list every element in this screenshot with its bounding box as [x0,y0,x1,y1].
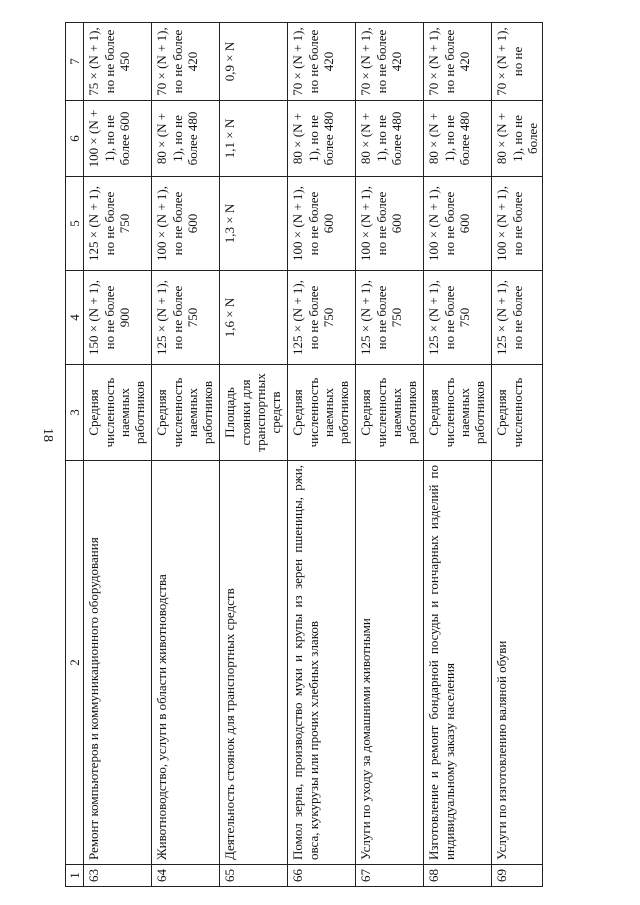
value-cell: 70 × (N + 1), но не [492,23,543,101]
indicator-cell: Средняя численность наемных работников [84,365,152,461]
rotated-table-wrapper [65,23,567,887]
value-cell: 80 × (N + 1), но не более 480 [288,101,356,177]
value-cell: 80 × (N + 1), но не более 480 [152,101,220,177]
value-cell: 125 × (N + 1), но не более 750 [152,271,220,365]
value-cell: 1,6 × N [220,271,288,365]
indicator-cell: Средняя численность наемных работников [424,365,492,461]
value-cell: 125 × (N + 1), но не более [492,271,543,365]
indicator-cell: Средняя численность наемных работников [356,365,424,461]
value-cell: 100 × (N + 1), но не более 600 [84,101,152,177]
value-cell: 150 × (N + 1), но не более 900 [84,271,152,365]
activity-cell: Изготовление и ремонт бондарной посуды и гончарных изделий по индивидуальному заказу населения [424,461,492,865]
table-row [356,23,424,887]
indicator-cell: Средняя численность наемных работников [288,365,356,461]
table-row [84,23,152,887]
header-cell: 3 [66,365,84,461]
table-row [424,23,492,887]
value-cell: 0,9 × N [220,23,288,101]
activity-cell: Услуги по уходу за домашними животными [356,461,424,865]
value-cell: 1,3 × N [220,177,288,271]
activity-cell: Животноводство, услуги в области животноводства [152,461,220,865]
header-cell: 5 [66,177,84,271]
row-number: 68 [424,865,492,887]
header-cell: 7 [66,23,84,101]
header-cell: 4 [66,271,84,365]
value-cell: 70 × (N + 1), но не более 420 [424,23,492,101]
value-cell: 1,1 × N [220,101,288,177]
indicator-cell: Площадь стоянки для транспортных средств [220,365,288,461]
header-cell: 1 [66,865,84,887]
value-cell: 80 × (N + 1), но не более 480 [424,101,492,177]
value-cell: 80 × (N + 1), но не более 480 [356,101,424,177]
activity-cell: Услуги по изготовлению валяной обуви [492,461,543,865]
value-cell: 125 × (N + 1), но не более 750 [424,271,492,365]
table-row [492,23,543,887]
table-row [288,23,356,887]
row-number: 66 [288,865,356,887]
value-cell: 80 × (N + 1), но не более [492,101,543,177]
activity-cell: Помол зерна, производство муки и крупы из зерен пшеницы, ржи, овса, кукурузы или прочих хлебных злаков [288,461,356,865]
indicator-cell: Средняя численность наемных работников [152,365,220,461]
value-cell: 70 × (N + 1), но не более 420 [356,23,424,101]
value-cell: 100 × (N + 1), но не более 600 [152,177,220,271]
row-number: 63 [84,865,152,887]
table-row [152,23,220,887]
value-cell: 100 × (N + 1), но не более 600 [356,177,424,271]
row-number: 65 [220,865,288,887]
value-cell: 125 × (N + 1), но не более 750 [288,271,356,365]
row-number: 67 [356,865,424,887]
indicator-cell: Средняя численность [492,365,543,461]
table-row [220,23,288,887]
activity-cell: Деятельность стоянок для транспортных средств [220,461,288,865]
value-cell: 100 × (N + 1), но не более [492,177,543,271]
row-number: 69 [492,865,543,887]
value-cell: 125 × (N + 1), но не более 750 [356,271,424,365]
header-cell: 2 [66,461,84,865]
value-cell: 100 × (N + 1), но не более 600 [424,177,492,271]
value-cell: 70 × (N + 1), но не более 420 [152,23,220,101]
row-number: 64 [152,865,220,887]
activity-cell: Ремонт компьютеров и коммуникационного оборудования [84,461,152,865]
page-number: 18 [40,428,55,442]
tariff-table [65,22,543,887]
value-cell: 70 × (N + 1), но не более 420 [288,23,356,101]
header-row [66,23,84,887]
value-cell: 75 × (N + 1), но не более 450 [84,23,152,101]
value-cell: 100 × (N + 1), но не более 600 [288,177,356,271]
header-cell: 6 [66,101,84,177]
value-cell: 125 × (N + 1), но не более 750 [84,177,152,271]
